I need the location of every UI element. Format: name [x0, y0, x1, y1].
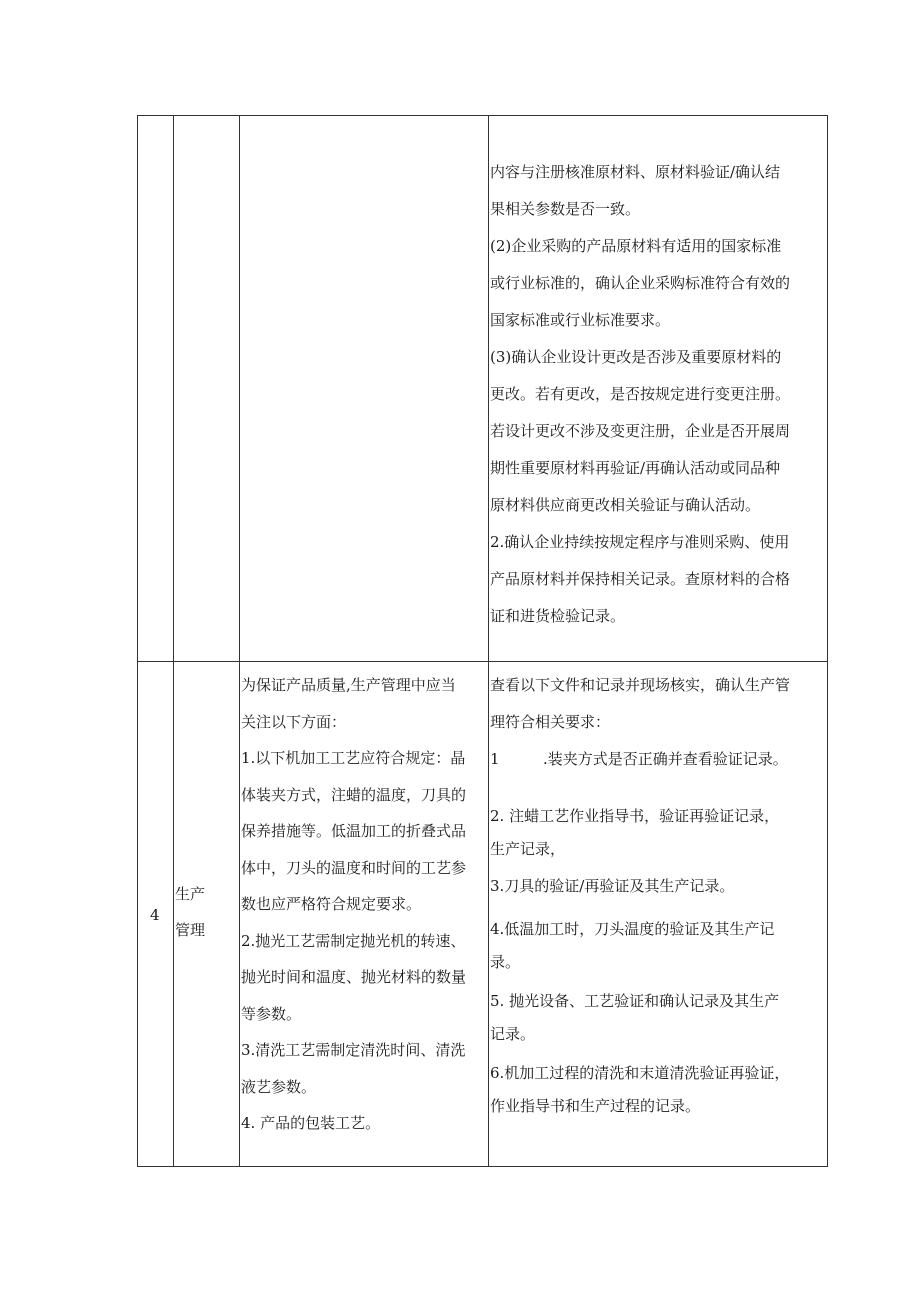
- criteria-line: 产品原材料并保持相关记录。查原材料的合格: [490, 570, 791, 588]
- row2-criteria-cell: [490, 667, 790, 778]
- criteria-line: 录。: [490, 953, 521, 971]
- content-line: 保养措施等。低温加工的折叠式品: [241, 822, 467, 840]
- content-line: 液艺参数。: [241, 1077, 317, 1096]
- criteria-line: 生产记录，: [490, 840, 566, 858]
- criteria-line: 6.机加工过程的清洗和末道清洗验证再验证，: [490, 1064, 790, 1082]
- criteria-line: 内容与注册核准原材料、原材料验证/确认结: [490, 163, 781, 181]
- criteria-line: 查看以下文件和记录并现场核实，确认生产管: [490, 676, 791, 694]
- criteria-line: 或行业标准的，确认企业采购标准符合有效的: [490, 274, 791, 292]
- criteria-item: [490, 741, 790, 778]
- criteria-item-number: 1: [490, 750, 500, 768]
- column-divider: [239, 116, 240, 1166]
- criteria-line: 理符合相关要求：: [490, 713, 611, 731]
- criteria-line: 证和进货检验记录。: [490, 607, 626, 625]
- content-line: 抛光时间和温度、抛光材料的数量: [241, 968, 467, 986]
- criteria-line: 原材料供应商更改相关验证与确认活动。: [490, 496, 761, 514]
- content-line: 1.以下机加工工艺应符合规定：晶: [241, 749, 466, 767]
- content-line: 2.抛光工艺需制定抛光机的转速、: [241, 931, 466, 950]
- criteria-line: 记录。: [490, 1025, 536, 1043]
- content-line: 4. 产品的包装工艺。: [241, 1114, 381, 1132]
- criteria-line: (2)企业采购的产品原材料有适用的国家标准: [490, 237, 782, 255]
- content-line: 关注以下方面：: [241, 712, 347, 731]
- content-line: 等参数。: [241, 1004, 302, 1023]
- category-line: 管理: [175, 921, 206, 939]
- criteria-line: 2.确认企业持续按规定程序与准则采购、使用: [490, 533, 790, 551]
- criteria-line: 2. 注蜡工艺作业指导书，验证再验证记录，: [490, 807, 780, 825]
- column-divider: [173, 116, 174, 1166]
- category-line: 生产: [175, 885, 206, 903]
- row2-criteria-rest: [490, 800, 789, 1123]
- criteria-item-text: .装夹方式是否正确并查看验证记录。: [543, 750, 788, 768]
- criteria-line: 若设计更改不涉及变更注册，企业是否开展周: [490, 422, 791, 440]
- criteria-line: 5. 抛光设备、工艺验证和确认记录及其生产: [490, 992, 780, 1010]
- content-line: 为保证产品质量,生产管理中应当: [241, 676, 456, 694]
- content-cell: [241, 667, 466, 1142]
- row-number: 4: [150, 906, 160, 924]
- criteria-line: 期性重要原材料再验证/再确认活动或同品种: [490, 459, 781, 477]
- criteria-line: (3)确认企业设计更改是否涉及重要原材料的: [490, 348, 782, 366]
- criteria-line: 更改。若有更改，是否按规定进行变更注册。: [490, 385, 791, 403]
- content-line: 体中，刀头的温度和时间的工艺参: [241, 858, 467, 877]
- criteria-line: 4.低温加工时，刀头温度的验证及其生产记: [490, 920, 775, 938]
- criteria-line: 国家标准或行业标准要求。: [490, 311, 671, 329]
- requirements-table: [137, 115, 828, 1167]
- criteria-line: 3.刀具的验证/再验证及其生产记录。: [490, 877, 735, 895]
- category-cell: [175, 876, 205, 948]
- criteria-line: 作业指导书和生产过程的记录。: [490, 1097, 701, 1115]
- row-divider: [138, 661, 827, 662]
- content-line: 体装夹方式，注蜡的温度，刀具的: [241, 785, 467, 804]
- criteria-line: 果相关参数是否一致。: [490, 200, 641, 218]
- column-divider: [488, 116, 489, 1166]
- row1-criteria-cell: [490, 154, 790, 635]
- content-line: 3.清洗工艺需制定清洗时间、清洗: [241, 1041, 466, 1059]
- content-line: 数也应严格符合规定要求。: [241, 895, 422, 913]
